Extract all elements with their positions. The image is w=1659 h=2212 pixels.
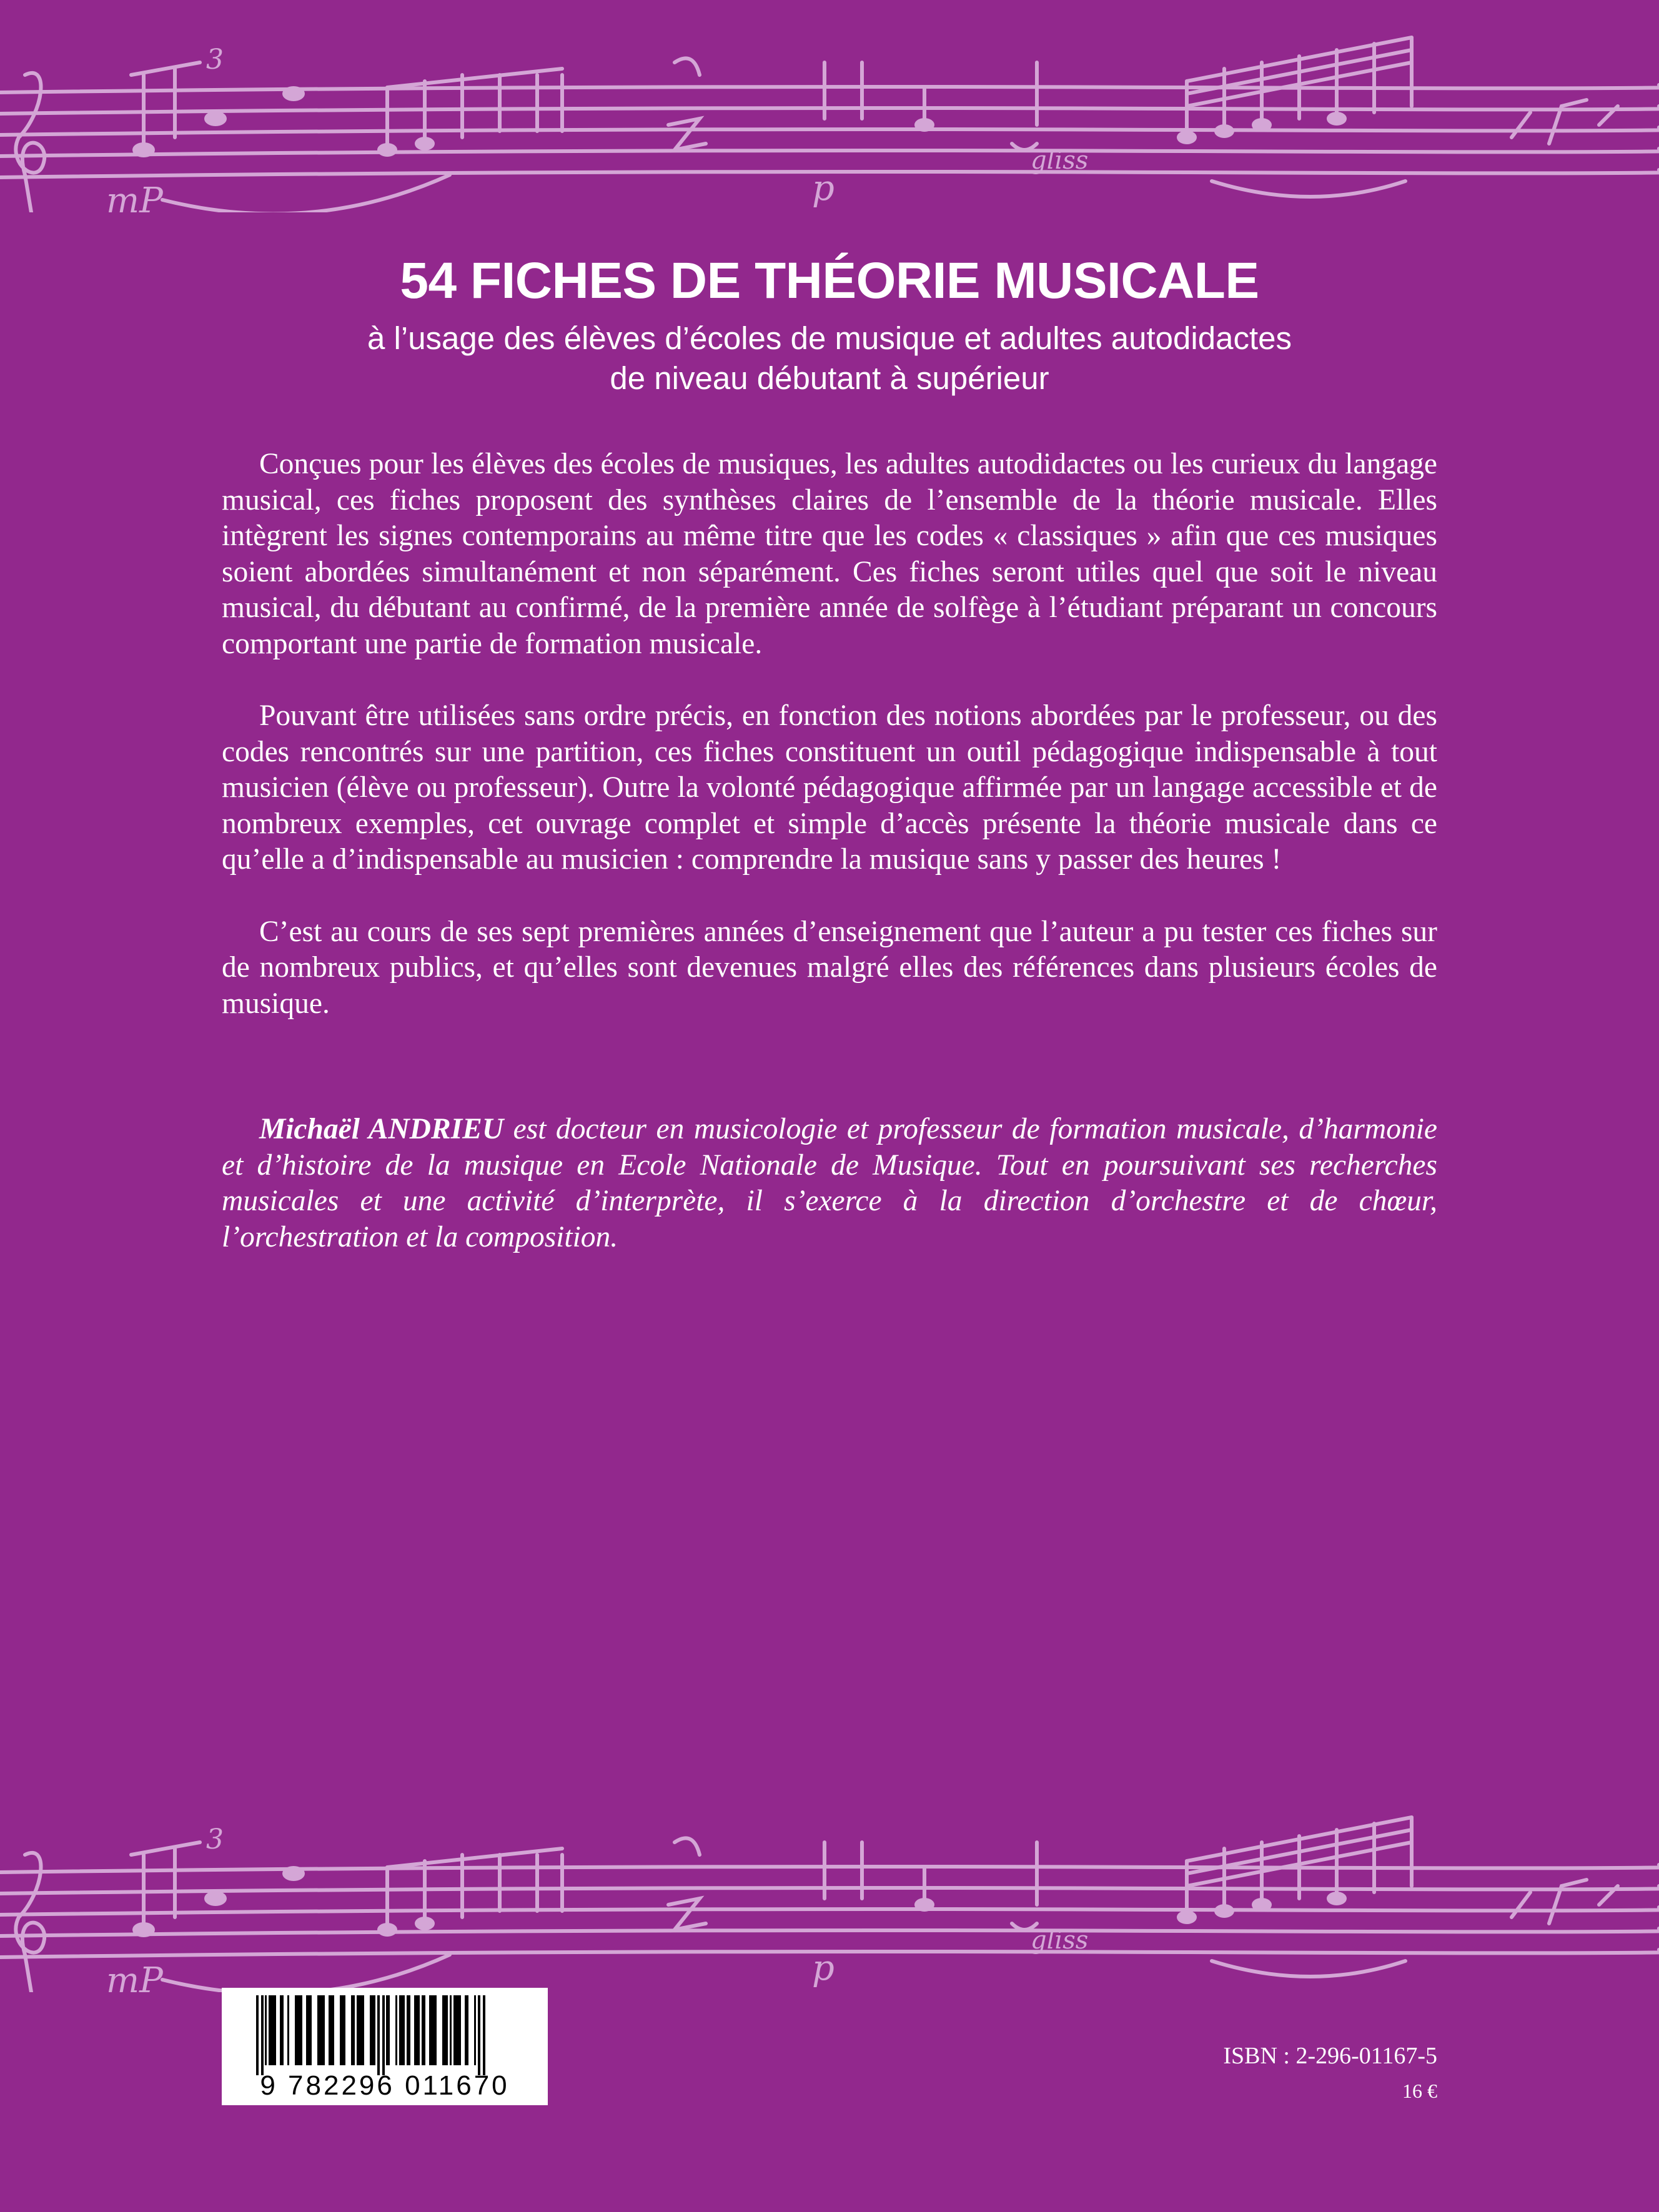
handwritten-score-illustration-repeat [0, 1805, 1659, 1992]
tuplet-number-repeat: 3 [206, 1824, 224, 1855]
dynamic-p: p [812, 168, 834, 209]
bottom-music-staff [0, 1805, 1659, 1992]
barcode-number: 9 782296 011670 [260, 2070, 510, 2101]
book-title: 54 FICHES DE THÉORIE MUSICALE [400, 252, 1259, 309]
barcode-bars [222, 1988, 548, 2075]
tuplet-number: 3 [206, 44, 224, 76]
book-subtitle-line-1: à l’usage des élèves d’écoles de musique et adultes autodidactes [367, 320, 1292, 356]
dynamic-mp-repeat: mP [106, 1960, 163, 1992]
author-bio-text: est docteur en musicologie et professeur de formation musicale, d’harmonie et d’histoire de la musique en Ecole Nationale de Musique. Tout en poursuivant ses recherches musicales et une activité d’interprète, il s’exerce à la direction d’orchestre et de chœur, l’orchestration et la composition. [222, 1113, 1437, 1253]
dynamic-p-repeat: p [812, 1948, 834, 1988]
title-block [0, 244, 1659, 398]
description-paragraph-2: Pouvant être utilisées sans ordre précis, en fonction des notions abordées par le professeur, ou des codes rencontrés sur une partition, ces fiches constituent un outil pédagogique indispensable à tout musicien (élève ou professeur). Outre la volonté pédagogique affirmée par un langage accessible et de nombreux exemples, cet ouvrage complet et simple d’accès présente la théorie musicale dans ce qu’elle a d’indispensable au musicien : comprendre la musique sans y passer des heures ! [222, 699, 1437, 876]
description-paragraph-1: Conçues pour les élèves des écoles de musiques, les adultes autodidactes ou les curieux du langage musical, ces fiches proposent des synthèses claires de l’ensemble de la théorie musicale. Elles intègrent les signes contemporains au même titre que les codes « classiques » afin que ces musiques soient abordées simultanément et non séparément. Ces fiches seront utiles quel que soit le niveau musical, du débutant au confirmé, de la première année de solfège à l’étudiant préparant un concours comportant une partie de formation musicale. [222, 448, 1437, 660]
description-text [222, 447, 1437, 1058]
handwritten-score-illustration [0, 25, 1659, 212]
author-bio [222, 1112, 1437, 1255]
top-music-staff [0, 25, 1659, 212]
price-label: 16 € [1402, 2080, 1437, 2102]
isbn-label: ISBN : 2-296-01167-5 [1223, 2043, 1437, 2069]
book-subtitle-line-2: de niveau débutant à supérieur [610, 360, 1049, 396]
barcode [222, 1988, 548, 2105]
gliss-label: gliss [1031, 146, 1089, 175]
author-name: Michaël ANDRIEU [259, 1113, 504, 1145]
description-paragraph-3: C’est au cours de ses sept premières années d’enseignement que l’auteur a pu tester ces fiches sur de nombreux publics, et qu’elles sont devenues malgré elles des références dans plusieurs écoles de musique. [222, 915, 1437, 1020]
gliss-label-repeat: gliss [1031, 1926, 1089, 1955]
dynamic-mp: mP [106, 180, 163, 212]
